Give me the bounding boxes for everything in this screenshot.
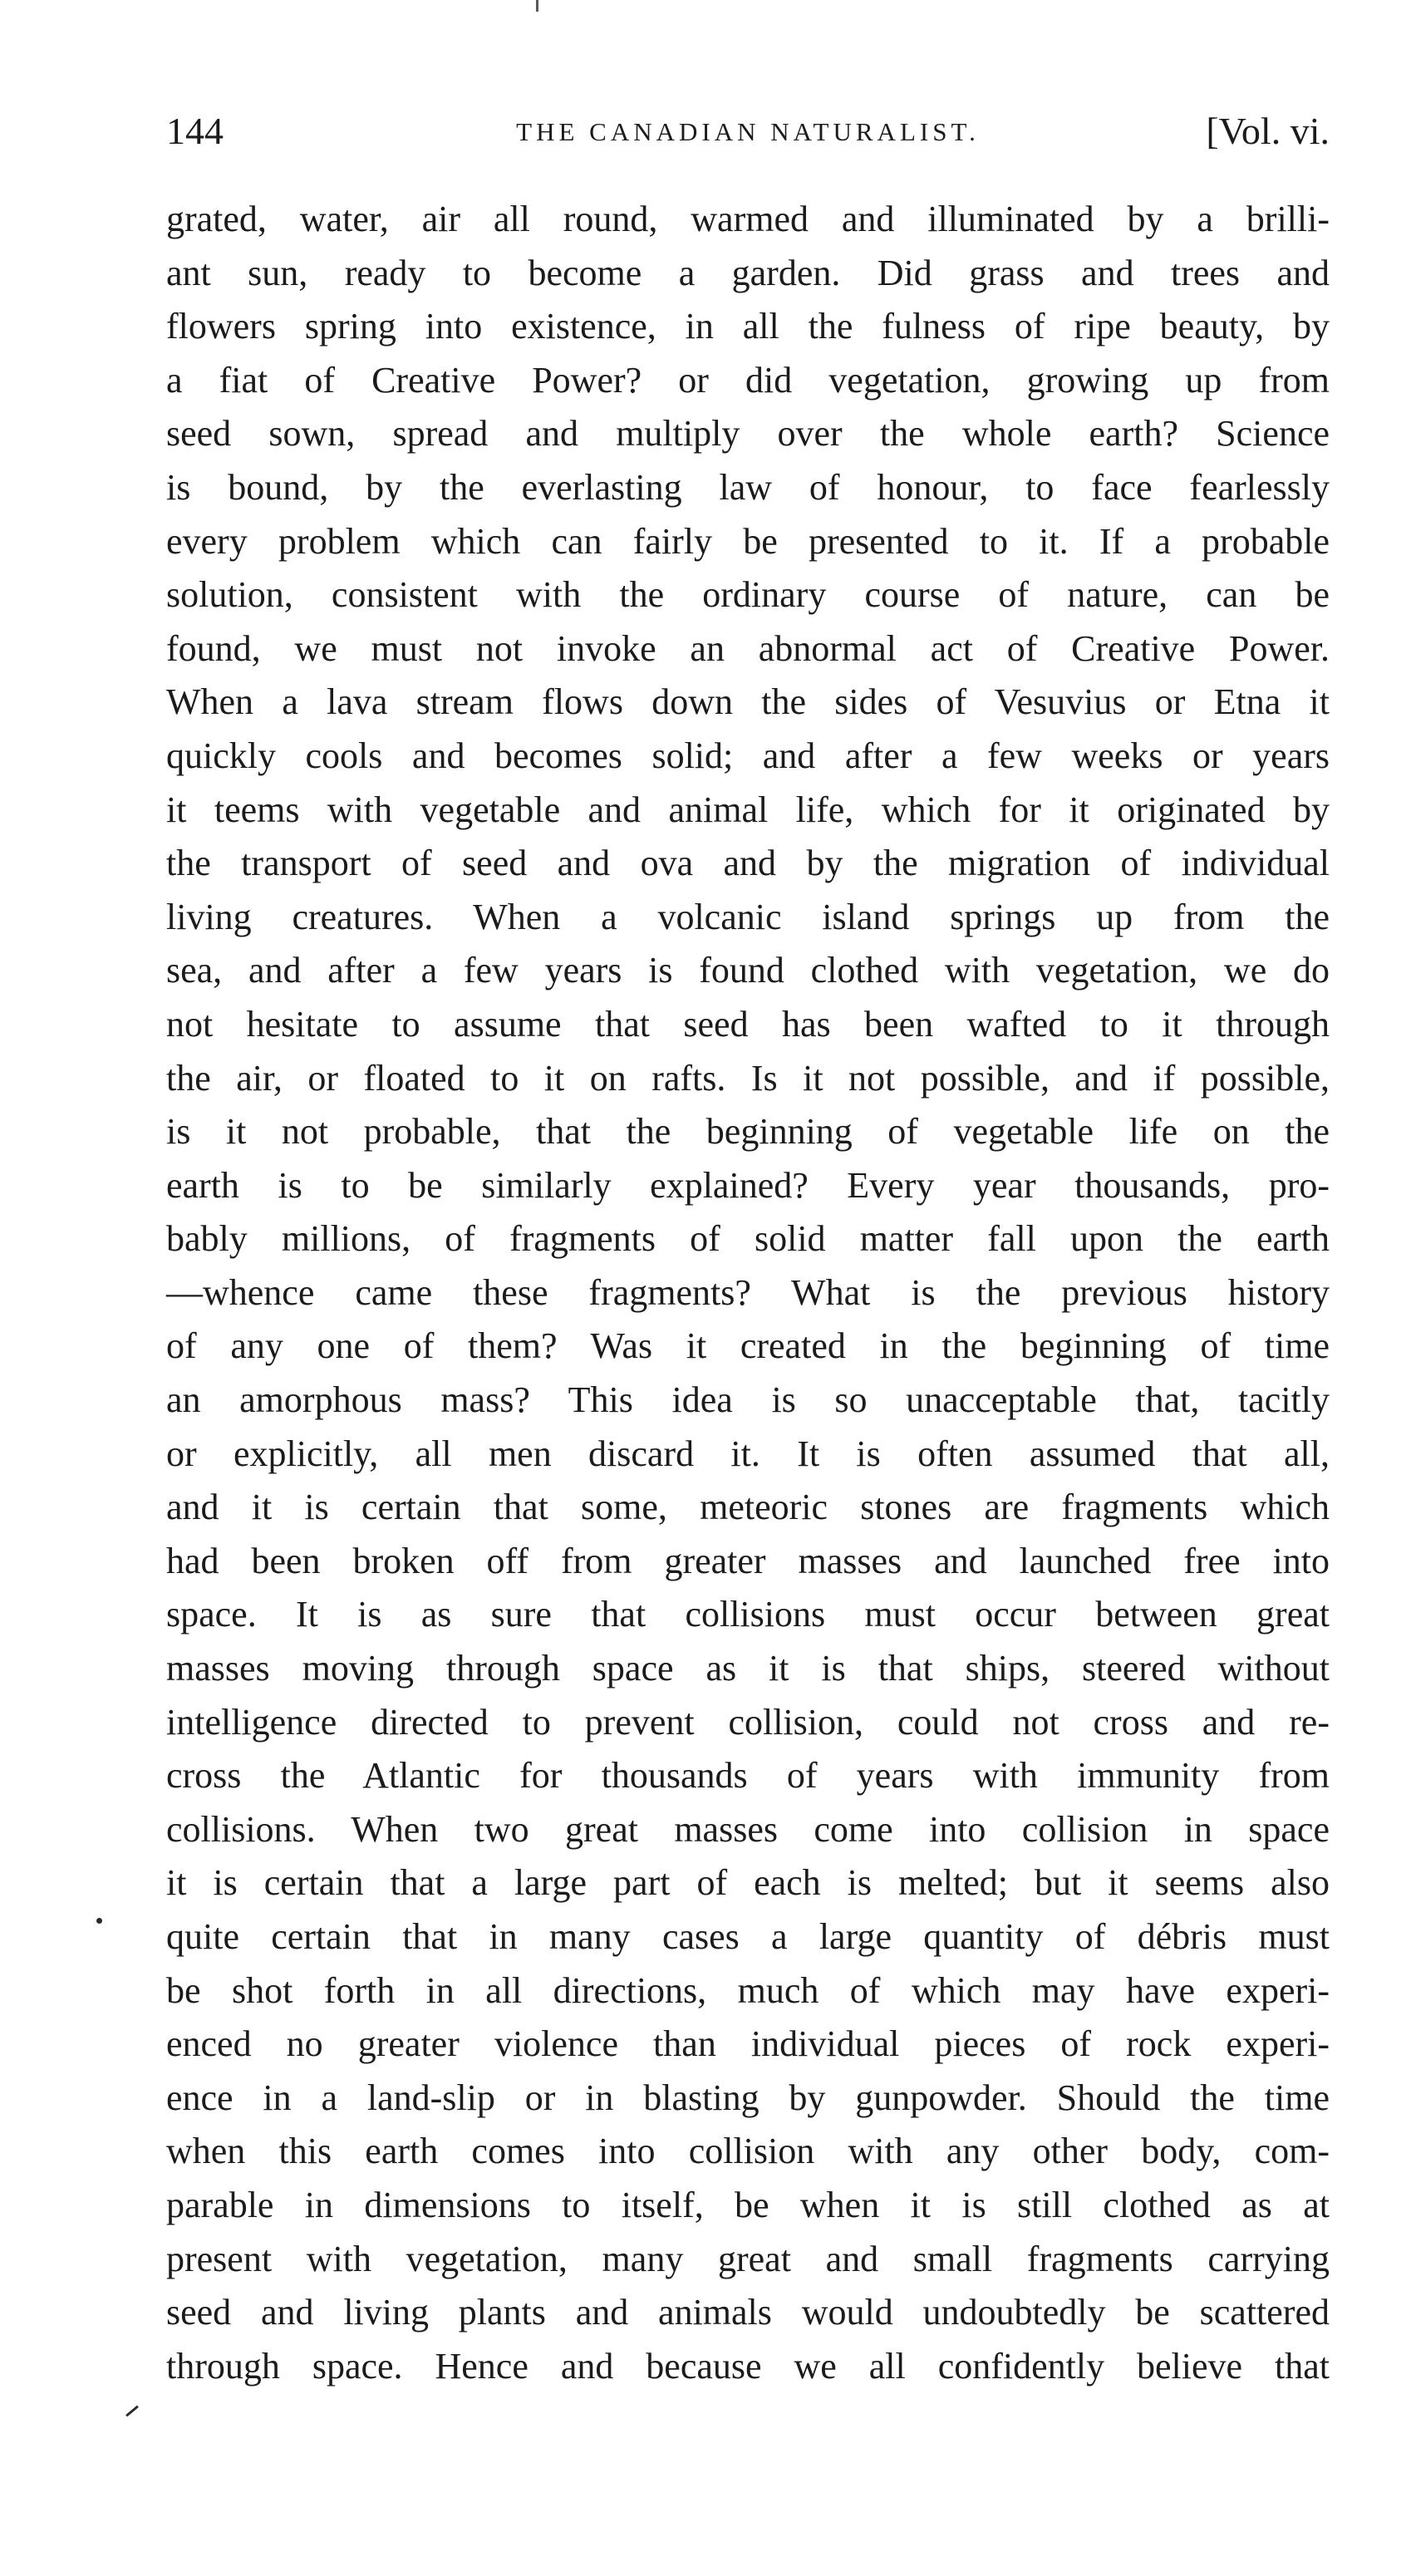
text-line: is bound, by the everlasting law of honour, to face fearlessly [166,466,1330,508]
text-line: an amorphous mass? This idea is so unacceptable that, tacitly [166,1379,1330,1421]
text-line: sea, and after a few years is found clothed with vegetation, we do [166,950,1330,991]
volume-label: [Vol. vi. [1206,110,1330,152]
text-line: —whence came these fragments? What is the previous history [166,1271,1330,1313]
text-line: of any one of them? Was it created in the beginning of time [166,1325,1330,1367]
text-line: not hesitate to assume that seed has been wafted to it through [166,1003,1330,1045]
text-line: cross the Atlantic for thousands of years with immunity from [166,1755,1330,1797]
text-line: grated, water, air all round, warmed and illuminated by a brilli- [166,199,1330,239]
margin-dot [96,1918,102,1924]
text-line: be shot forth in all directions, much of which may have experi- [166,1969,1330,2011]
text-line: it teems with vegetable and animal life, which for it originated by [166,789,1330,830]
text-line: flowers spring into existence, in all the fulness of ripe beauty, by [166,306,1330,347]
text-line: the transport of seed and ova and by the migration of individual [166,843,1330,884]
text-line: present with vegetation, many great and small fragments carrying [166,2238,1330,2279]
text-line: is it not probable, that the beginning of vegetable life on the [166,1111,1330,1153]
text-line: parable in dimensions to itself, be when it is still clothed as at [166,2184,1330,2225]
text-line: seed and living plants and animals would undoubtedly be scattered [166,2292,1330,2333]
text-line: had been broken off from greater masses and launched free into [166,1540,1330,1581]
text-line: bably millions, of fragments of solid matter fall upon the earth [166,1218,1330,1260]
running-header [166,106,1330,156]
text-line: living creatures. When a volcanic island springs up from the [166,896,1330,937]
top-edge-mark [536,0,538,12]
text-line: solution, consistent with the ordinary course of nature, can be [166,574,1330,616]
text-line: found, we must not invoke an abnormal act of Creative Power. [166,627,1330,669]
margin-mark [125,2406,139,2417]
text-line: it is certain that a large part of each is melted; but it seems also [166,1862,1330,1904]
text-line: enced no greater violence than individual pieces of rock experi- [166,2023,1330,2065]
text-line: a fiat of Creative Power? or did vegetation, growing up from [166,359,1330,401]
text-line: ant sun, ready to become a garden. Did grass and trees and [166,252,1330,293]
text-line: and it is certain that some, meteoric stones are fragments which [166,1487,1330,1528]
text-line: quickly cools and becomes solid; and after a few weeks or years [166,735,1330,776]
text-line: every problem which can fairly be presented to it. If a probable [166,520,1330,562]
body-text [166,193,1330,2393]
text-line: space. It is as sure that collisions must occur between great [166,1594,1330,1635]
text-line: quite certain that in many cases a large quantity of débris must [166,1916,1330,1957]
text-line: through space. Hence and because we all confidently believe that [166,2345,1330,2387]
text-line: or explicitly, all men discard it. It is often assumed that all, [166,1433,1330,1474]
text-line: the air, or floated to it on rafts. Is it not possible, and if possible, [166,1057,1330,1099]
page-number: 144 [166,110,224,152]
text-line: masses moving through space as it is that ships, steered without [166,1648,1330,1689]
running-title: THE CANADIAN NATURALIST. [516,117,980,146]
text-line: seed sown, spread and multiply over the whole earth? Science [166,413,1330,455]
text-line: when this earth comes into collision with any other body, com- [166,2131,1330,2172]
text-line: When a lava stream flows down the sides of Vesuvius or Etna it [166,681,1330,723]
text-line: earth is to be similarly explained? Every year thousands, pro- [166,1164,1330,1206]
text-line: intelligence directed to prevent collision, could not cross and re- [166,1701,1330,1743]
text-line: ence in a land-slip or in blasting by gunpowder. Should the time [166,2077,1330,2118]
text-line: collisions. When two great masses come into collision in space [166,1808,1330,1850]
